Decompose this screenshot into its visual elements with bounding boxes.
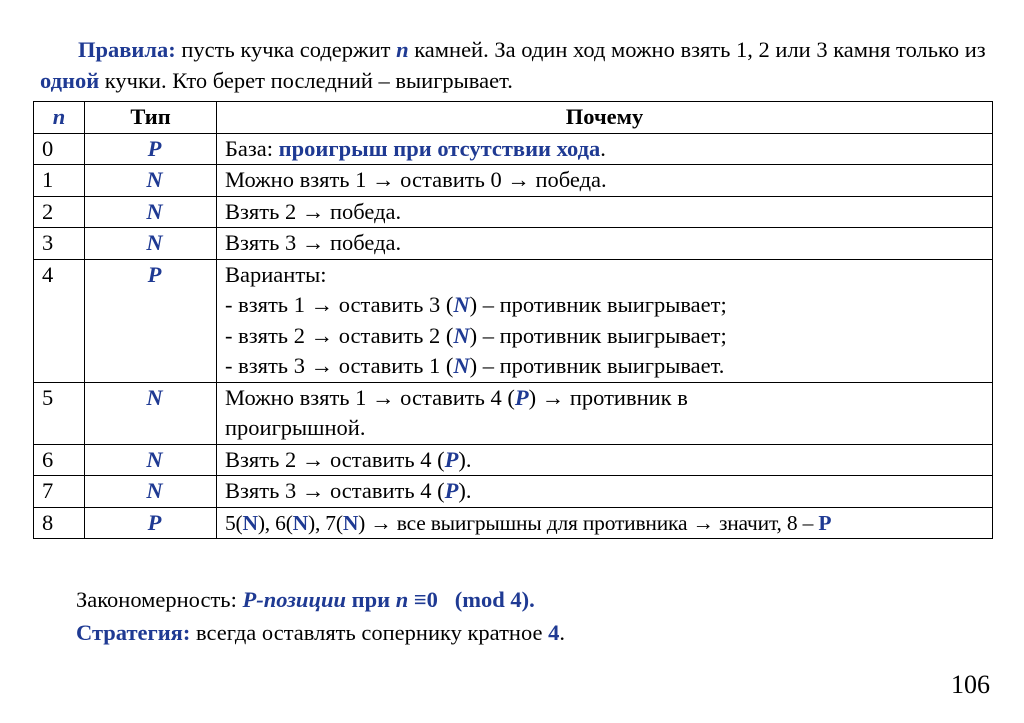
rules-label: Правила: [78, 37, 176, 62]
table-header-row [34, 102, 993, 134]
rules-text-1: пусть кучка содержит [175, 37, 397, 62]
option-pos: N [453, 292, 470, 317]
table-row [34, 196, 993, 228]
strategy-label: Стратегия: [76, 620, 191, 645]
table-row [34, 382, 993, 444]
header-type: Тип [85, 102, 217, 134]
cell-type: N [85, 476, 217, 508]
cell-n: 0 [34, 133, 85, 165]
pattern-end: . [529, 587, 535, 612]
cell-type: P [85, 507, 217, 539]
why-post: ) → противник в проигрышной. [225, 384, 688, 440]
cell-why: Взять 2 → победа. [217, 196, 993, 228]
option-pos: N [453, 353, 470, 378]
why-bold: проигрыш при отсутствии хода [278, 135, 601, 161]
option-pos: N [453, 322, 470, 348]
why-pos-a: N [242, 510, 258, 535]
cell-type: P [85, 259, 217, 382]
why-pre: Взять 3 → оставить 4 ( [225, 478, 445, 503]
why-pos-c: N [342, 510, 359, 535]
why-title: Варианты: [225, 261, 327, 287]
cell-n: 6 [34, 444, 85, 476]
summary-block [76, 583, 565, 649]
cell-why [217, 259, 993, 382]
cell-n: 2 [34, 196, 85, 228]
option-post: ) – противник выигрывает; [469, 322, 727, 348]
table-row [34, 259, 993, 382]
positions-table [33, 101, 993, 539]
pattern-mid: при [346, 587, 396, 612]
table-row [34, 165, 993, 197]
why-post: ). [458, 478, 472, 503]
pattern-line [76, 583, 565, 616]
cell-why [217, 444, 993, 476]
why-pos: P [444, 478, 459, 503]
cell-n: 7 [34, 476, 85, 508]
strategy-line [76, 616, 565, 649]
cell-why: Можно взять 1 → оставить 0 → победа. [217, 165, 993, 197]
cell-n: 1 [34, 165, 85, 197]
why-pos: P [514, 384, 529, 410]
table-row [34, 507, 993, 539]
why-pos: P [444, 446, 459, 472]
why-prefix: База: [225, 135, 279, 161]
why-pos-d: P [818, 510, 832, 535]
cell-n: 5 [34, 382, 85, 444]
page-number: 106 [951, 670, 990, 699]
why-c: ), 7( [308, 510, 343, 535]
why-d: ) → все выигрышны для противника → значит, 8 – [358, 510, 819, 535]
why-a: 5( [225, 510, 243, 535]
cell-why [217, 507, 993, 539]
rules-text-2: камней. За один ход можно взять 1, 2 или 3 камня только из [408, 37, 986, 62]
cell-type: N [85, 382, 217, 444]
strategy-text: всегда оставлять сопернику кратное [190, 620, 549, 645]
why-option [225, 321, 992, 352]
option-pre: - взять 3 → оставить 1 ( [225, 353, 454, 378]
rules-paragraph [40, 34, 990, 96]
why-option [225, 290, 992, 321]
table-row [34, 444, 993, 476]
header-why: Почему [217, 102, 993, 134]
rules-text-3: кучки. Кто берет последний – выигрывает. [99, 68, 513, 93]
cell-why: Взять 3 → победа. [217, 228, 993, 260]
cell-type: N [85, 165, 217, 197]
cell-why [217, 476, 993, 508]
pattern-var: n [395, 587, 409, 612]
cell-why [217, 382, 993, 444]
table-row [34, 228, 993, 260]
cell-type: P [85, 133, 217, 165]
table-row [34, 133, 993, 165]
option-post: ) – противник выигрывает. [469, 353, 725, 378]
why-pre: Взять 2 → оставить 4 ( [225, 446, 445, 472]
why-pos-b: N [292, 510, 308, 535]
cell-type: N [85, 228, 217, 260]
option-pre: - взять 1 → оставить 3 ( [225, 292, 454, 317]
pattern-highlight: P-позиции [242, 587, 346, 612]
rules-highlight: одной [40, 68, 100, 93]
why-post: ). [458, 446, 472, 472]
why-pre: Можно взять 1 → оставить 4 ( [225, 384, 515, 410]
strategy-end: . [559, 620, 565, 645]
table-row [34, 476, 993, 508]
cell-n: 3 [34, 228, 85, 260]
strategy-num: 4 [548, 620, 560, 645]
why-b: ), 6( [257, 510, 293, 535]
cell-n: 4 [34, 259, 85, 382]
cell-type: N [85, 196, 217, 228]
header-n: n [34, 102, 85, 134]
cell-why [217, 133, 993, 165]
rules-var-n: n [396, 37, 409, 62]
option-post: ) – противник выигрывает; [469, 292, 727, 317]
cell-type: N [85, 444, 217, 476]
why-option [225, 351, 992, 382]
cell-n: 8 [34, 507, 85, 539]
why-suffix: . [600, 135, 606, 161]
option-pre: - взять 2 → оставить 2 ( [225, 322, 454, 348]
pattern-formula: ≡0 (mod 4) [408, 587, 530, 612]
pattern-label: Закономерность: [76, 587, 243, 612]
